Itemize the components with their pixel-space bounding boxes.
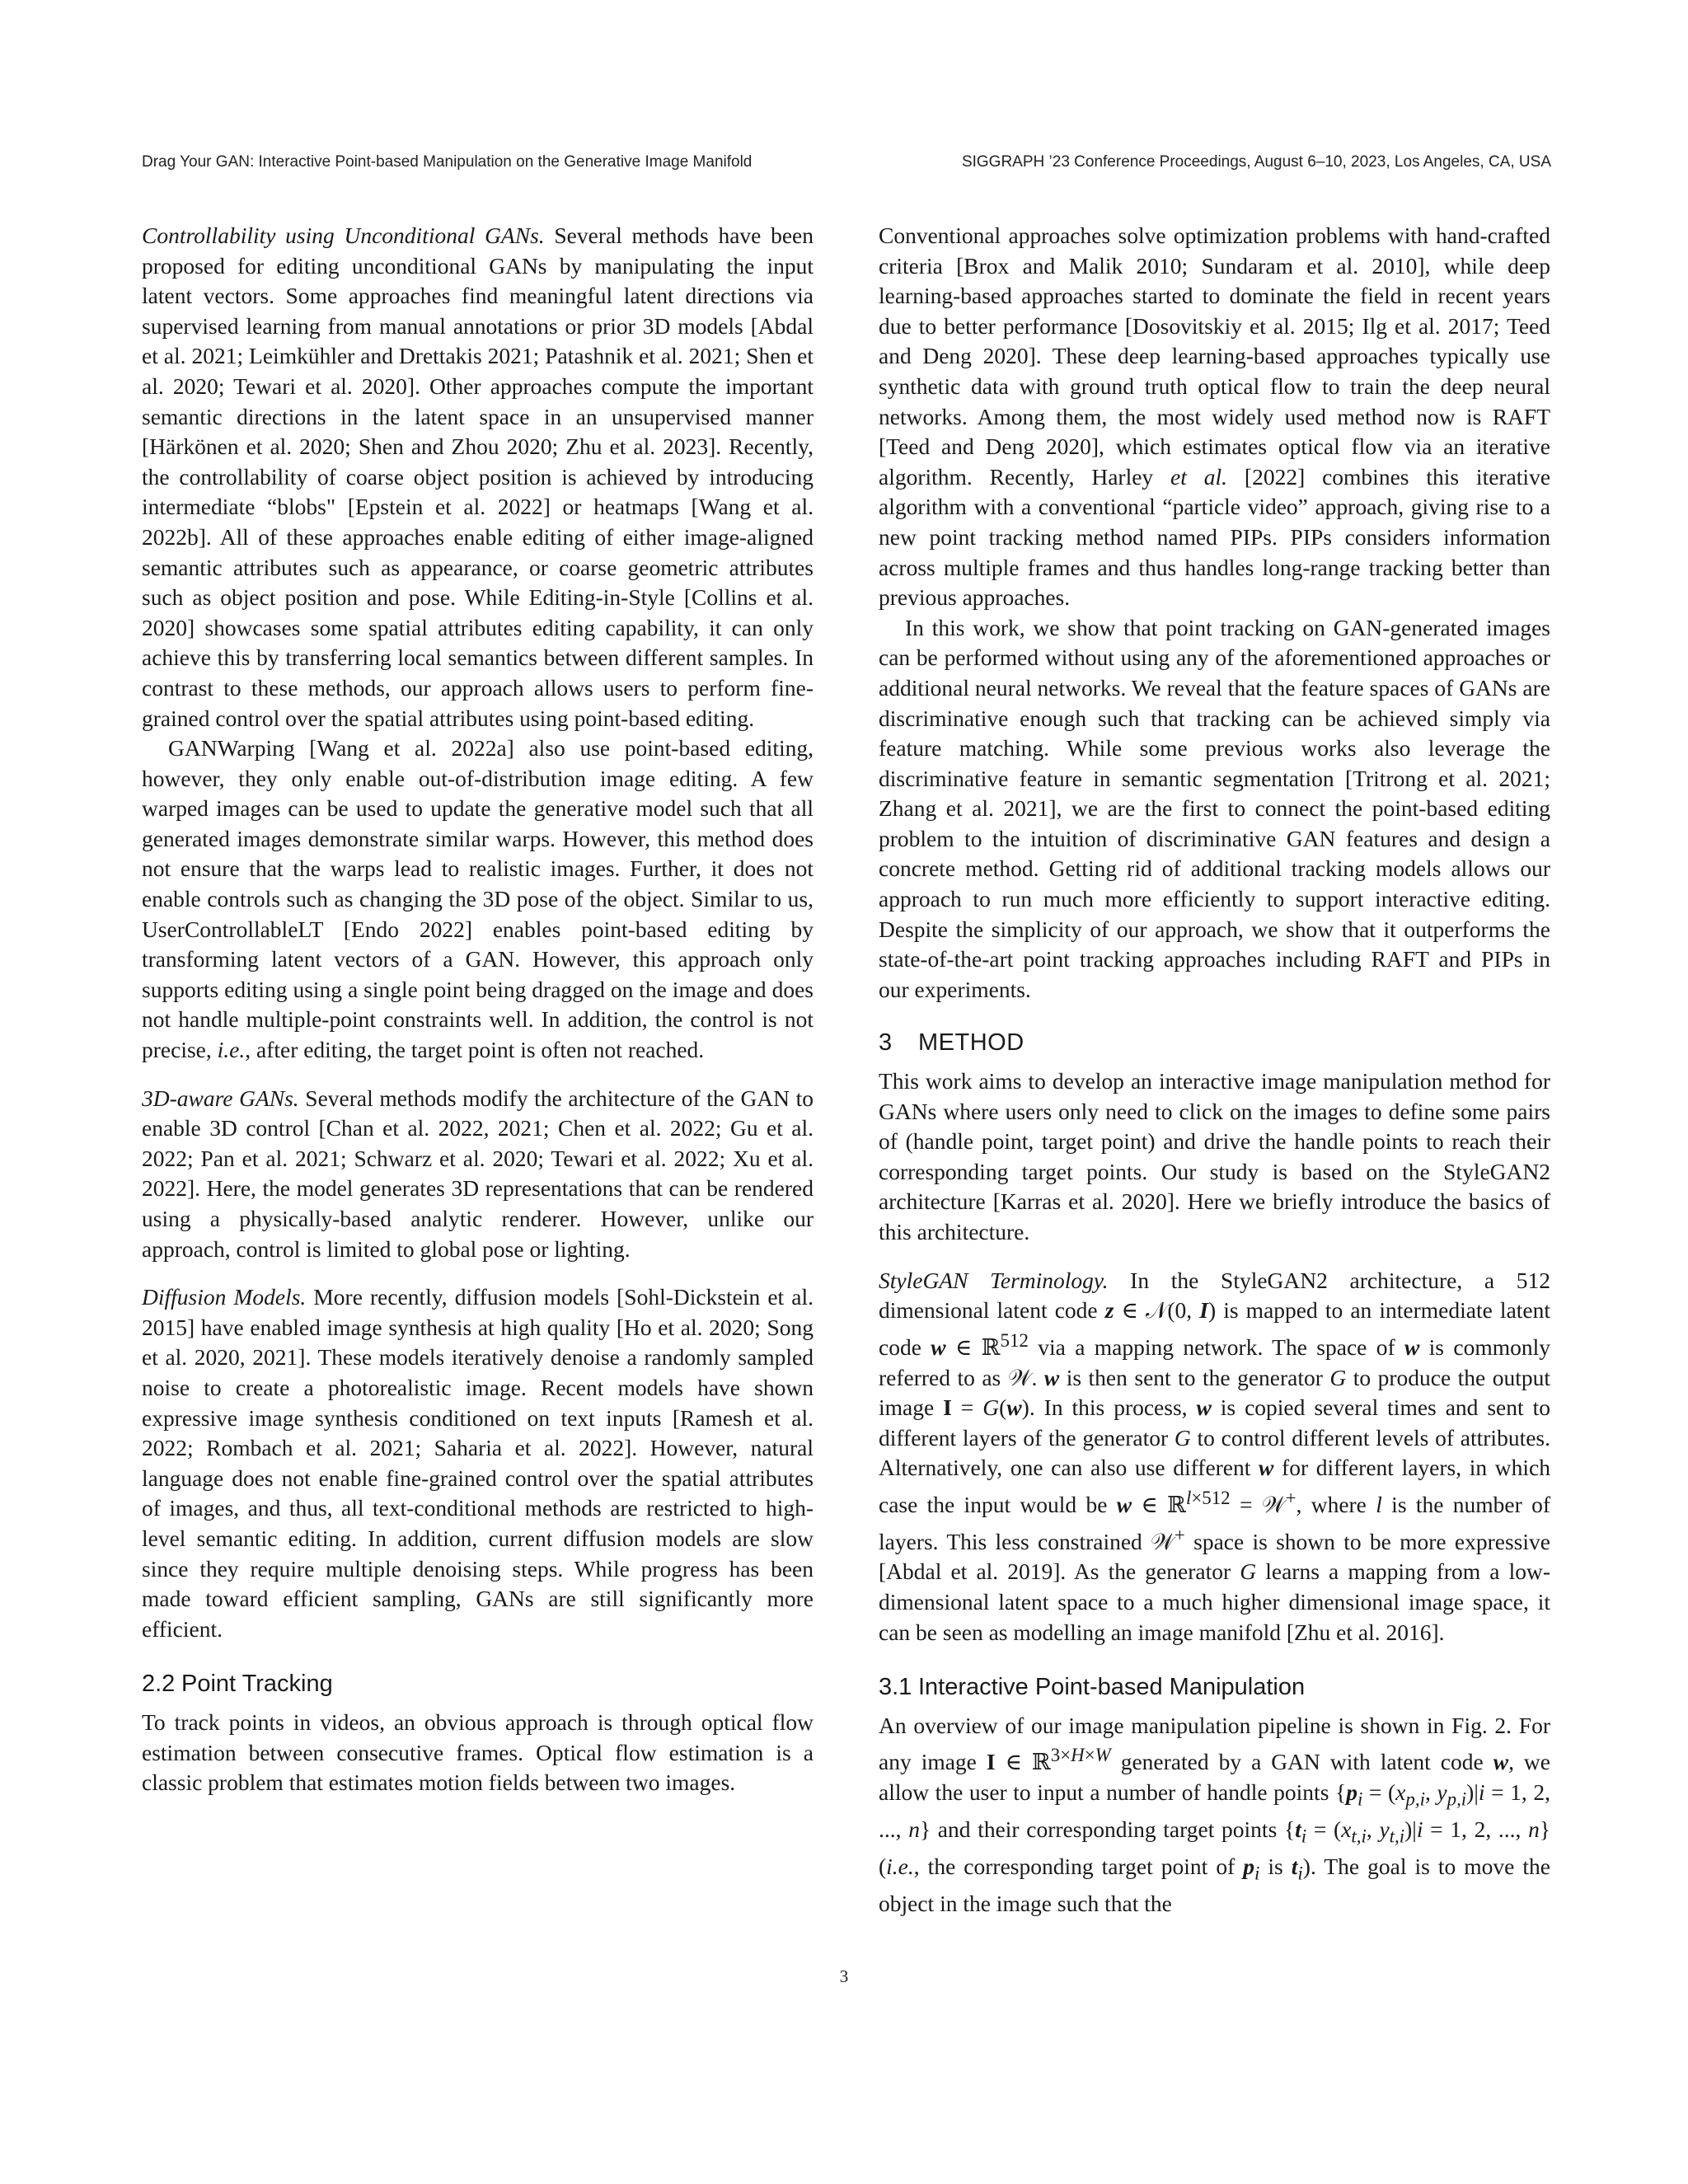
paragraph-text: In this work, we show that point tracking on GAN-generated images can be performed without using any of the aforementioned approaches or additional neural networks. We reveal that the feature spaces of GANs are discriminative enough such that tracking can be achieved simply via feature matching. While some previous works also leverage the discriminative feature in semantic segmentation [Tritrong et al. 2021; Zhang et al. 2021], we are the first to connect the point-based editing problem to the intuition of discriminative GAN features and design a concrete method. Getting rid of additional tracking models allows our approach to run much more efficiently to support interactive editing. Despite the simplicity of our approach, we show that it outperforms the state-of-the-art point tracking approaches including RAFT and PIPs in our experiments.	[879, 614, 1550, 1002]
paragraph-this-work	[879, 613, 1550, 1005]
paragraph-text: GANWarping [Wang et al. 2022a] also use point-based editing, however, they only enable out-of-distribution image editing. A few warped images can be used to update the generative model such that all generated images demonstrate similar warps. However, this method does not ensure that the warps lead to realistic images. Further, it does not enable controls such as changing the 3D pose of the object. Similar to us, UserControllableLT [Endo 2022] enables point-based editing by transforming latent vectors of a GAN. However, this approach only supports editing using a single point being dragged on the image and does not handle multiple-point constraints well. In addition, the control is not precise,	[142, 735, 814, 1063]
paragraph-stylegan-terminology: StyleGAN Terminology. In the StyleGAN2 architecture, a 512 dimensional latent code z ∈ 𝒩(0, I) is mapped to an intermediate latent code w ∈ ℝ$^{512}$ via a mapping network. The space of w is commonly referred to as 𝒲. w is then sent to the generator G to produce the output image I = G(w). In this process, w is copied several times and sent to different layers of the generator G to control different levels of attributes. Alternatively, one can also use different w for different layers, in which case the input would be w ∈ ℝ$^{l\times 512}$ = 𝒲+, where l is the number of layers. This less constrained 𝒲+ space is shown to be more expressive [Abdal et al. 2019]. As the generator G learns a mapping from a low-dimensional latent space to a much higher dimensional image space, it can be seen as modelling an image manifold [Zhu et al. 2016].	[879, 1267, 1551, 1645]
paragraph-diffusion-models	[142, 1282, 814, 1644]
section-number: 3.1	[879, 1674, 912, 1701]
section-heading-point-tracking	[142, 1669, 814, 1699]
paragraph-3d-aware-gans	[142, 1084, 814, 1265]
runin-heading: StyleGAN Terminology.	[879, 1267, 1109, 1293]
section-heading-method	[879, 1028, 1550, 1058]
paragraph-method-intro	[879, 1066, 1550, 1248]
paragraph-text: More recently, diffusion models [Sohl-Dickstein et al. 2015] have enabled image synthesis at high quality [Ho et al. 2020; Song et al. 2020, 2021]. These models iteratively denoise a randomly sampled noise to create a photorealistic image. Recent models have shown expressive image synthesis conditioned on text inputs [Ramesh et al. 2022; Rombach et al. 2021; Saharia et al. 2022]. However, natural language does not enable fine-grained control over the spatial attributes of images, and thus, all text-conditional methods are restricted to high-level semantic editing. In addition, current diffusion models are slow since they require multiple denoising steps. While progress has been made toward efficient sampling, GANs are still significantly more efficient.	[142, 1284, 814, 1642]
runin-heading: Diffusion Models.	[142, 1284, 307, 1310]
section-title: METHOD	[918, 1029, 1025, 1057]
et-al-italic: et al.	[1170, 463, 1228, 490]
paragraph-text: Several methods have been proposed for editing unconditional GANs by manipulating the input latent vectors. Some approaches find meaningful latent directions via supervised learning from manual annotations or prior 3D models [Abdal et al. 2021; Leimkühler and Drettakis 2021; Patashnik et al. 2021; Shen et al. 2020; Tewari et al. 2020]. Other approaches compute the important semantic directions in the latent space in an unsupervised manner [Härkönen et al. 2020; Shen and Zhou 2020; Zhu et al. 2023]. Recently, the controllability of coarse object position is achieved by introducing intermediate “blobs" [Epstein et al. 2022] or heatmaps [Wang et al. 2022b]. All of these approaches enable editing of either image-aligned semantic attributes such as appearance, or coarse geometric attributes such as object position and pose. While Editing-in-Style [Collins et al. 2020] showcases some spatial attributes editing capability, it can only achieve this by transferring local semantics between different samples. In contrast to these methods, our approach allows users to perform fine-grained control over the spatial attributes using point-based editing.	[142, 223, 814, 731]
paragraph-pipeline-overview: An overview of our image manipulation pipeline is shown in Fig. 2. For any image I ∈ ℝ$^{3\times H\times W}$ generated by a GAN with latent code w, we allow the user to input a number of handle points {$p_i = (x_{p,i}$, $y_{p,i})|i = 1$, 2, ..., n} and their corresponding target points {$t_i = (x_{t,i}$, $y_{t,i})|i = 1$, 2, ..., n} (i.e., the corresponding target point of $p_i$ is $t_i$). The goal is to move the object in the image such that the	[879, 1712, 1551, 1917]
section-number: 3	[879, 1029, 893, 1057]
section-title: Interactive Point-based Manipulation	[918, 1674, 1306, 1701]
header-title: Drag Your GAN: Interactive Point-based Manipulation on the Generative Image Manifold	[142, 153, 753, 171]
section-heading-interactive-manipulation	[879, 1672, 1550, 1703]
paragraph-text: This work aims to develop an interactive image manipulation method for GANs where users only need to click on the images to define some pairs of (handle point, target point) and drive the handle points to reach their corresponding target points. Our study is based on the StyleGAN2 architecture [Karras et al. 2020]. Here we briefly introduce the basics of this architecture.	[879, 1068, 1550, 1244]
paragraph-text: Conventional approaches solve optimization problems with hand-crafted criteria [Brox and Malik 2010; Sundaram et al. 2010], while deep learning-based approaches started to dominate the field in recent years due to better performance [Dosovitskiy et al. 2015; Ilg et al. 2017; Teed and Deng 2020]. These deep learning-based approaches typically use synthetic data with ground truth optical flow to train the deep neural networks. Among them, the most widely used method now is RAFT [Teed and Deng 2020], which estimates optical flow via an iterative algorithm. Recently, Harley	[879, 223, 1550, 490]
paragraph-ganwarping	[142, 733, 814, 1066]
paragraph-text-tail: [2022] combines this iterative algorithm with a conventional “particle video” approach, giving rise to a new point tracking method named PIPs. PIPs considers information across multiple frames and thus handles long-range tracking better than previous approaches.	[879, 463, 1551, 611]
page-number: 3	[839, 1966, 849, 1986]
paragraph-text: To track points in videos, an obvious approach is through optical flow estimation between consecutive frames. Optical flow estimation is a classic problem that estimates motion fields between two images.	[142, 1708, 814, 1796]
section-title: Point Tracking	[181, 1671, 333, 1698]
paragraph-text: Several methods modify the architecture of the GAN to enable 3D control [Chan et al. 2022, 2021; Chen et al. 2022; Gu et al. 2022; Pan et al. 2021; Schwarz et al. 2020; Tewari et al. 2022; Xu et al. 2022]. Here, the model generates 3D representations that can be rendered using a physically-based analytic renderer. However, unlike our approach, control is limited to global pose or lighting.	[142, 1085, 814, 1262]
runin-heading: 3D-aware GANs.	[142, 1085, 299, 1111]
left-column	[142, 221, 814, 1798]
runin-heading: Controllability using Unconditional GANs.	[142, 223, 545, 248]
right-column	[879, 221, 1550, 1919]
section-number: 2.2	[142, 1671, 176, 1698]
paragraph-unconditional-gans	[142, 221, 814, 733]
paragraph-text-tail: , after editing, the target point is often not reached.	[245, 1037, 705, 1063]
ie-italic: i.e.	[217, 1037, 246, 1063]
header-venue: SIGGRAPH ’23 Conference Proceedings, August 6–10, 2023, Los Angeles, CA, USA	[961, 153, 1551, 171]
paragraph-conventional-approaches	[879, 221, 1550, 613]
paragraph-optical-flow	[142, 1708, 814, 1798]
